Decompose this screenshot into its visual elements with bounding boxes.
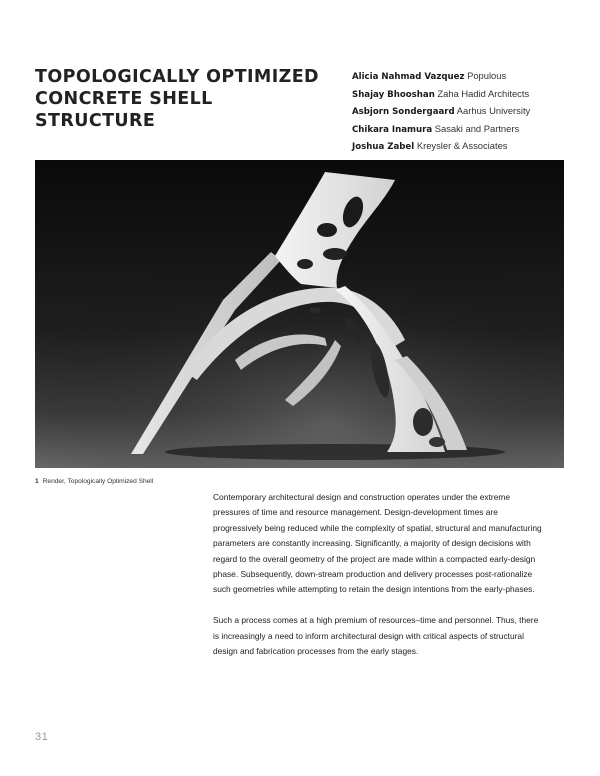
- author-affiliation: Zaha Hadid Architects: [437, 87, 530, 99]
- author-name: Alicia Nahmad Vazquez: [352, 72, 465, 82]
- author-item: [352, 121, 592, 139]
- body-paragraph-2: Such a process comes at a high premium of resources–time and personnel. Thus, there is increasingly a need to inform architectural design with critical aspects of structural design and fabrication processes from the early stages.: [213, 615, 539, 657]
- paper-title-line-1: TOPOLOGICALLY OPTIMIZED: [35, 67, 319, 87]
- author-affiliation: Sasaki and Partners: [434, 122, 520, 134]
- paper-title-line-2: CONCRETE SHELL STRUCTURE: [35, 89, 213, 131]
- figure-caption: [35, 478, 153, 485]
- author-item: [352, 103, 592, 121]
- figure-caption-text: Render, Topologically Optimized Shell: [42, 478, 154, 485]
- author-affiliation: Aarhus University: [456, 105, 531, 117]
- shell-render-image: [35, 160, 564, 468]
- author-item: [352, 86, 592, 104]
- author-item: [352, 68, 592, 86]
- shell-render-figure: [35, 160, 564, 468]
- author-name: Chikara Inamura: [352, 124, 433, 135]
- author-list: [352, 68, 592, 174]
- paper-title: [35, 66, 325, 132]
- author-name: Shajay Bhooshan: [352, 89, 435, 100]
- author-name: Joshua Zabel: [352, 142, 415, 153]
- author-name: Asbjorn Sondergaard: [352, 107, 455, 118]
- author-affiliation: Populous: [467, 70, 507, 81]
- body-paragraph-1: Contemporary architectural design and construction operates under the extreme pressures of time and resource management. Design-development times are progressively being reduced while the complexity of spatial, structural and manufacturing parameters are constantly increasing. Significantly, a majority of design decisions with regard to the overall geometry of the project are made within a compacted early-design phase. Subsequently, down-stream production and delivery processes post-rationalize such geometries while attempting to retain the design intentions from the early-phases.: [213, 492, 542, 595]
- page-number: 31: [35, 731, 49, 743]
- author-affiliation: Kreysler & Associates: [416, 140, 508, 152]
- body-text: [213, 490, 543, 675]
- figure-number: 1: [35, 478, 39, 485]
- author-item: [352, 138, 592, 156]
